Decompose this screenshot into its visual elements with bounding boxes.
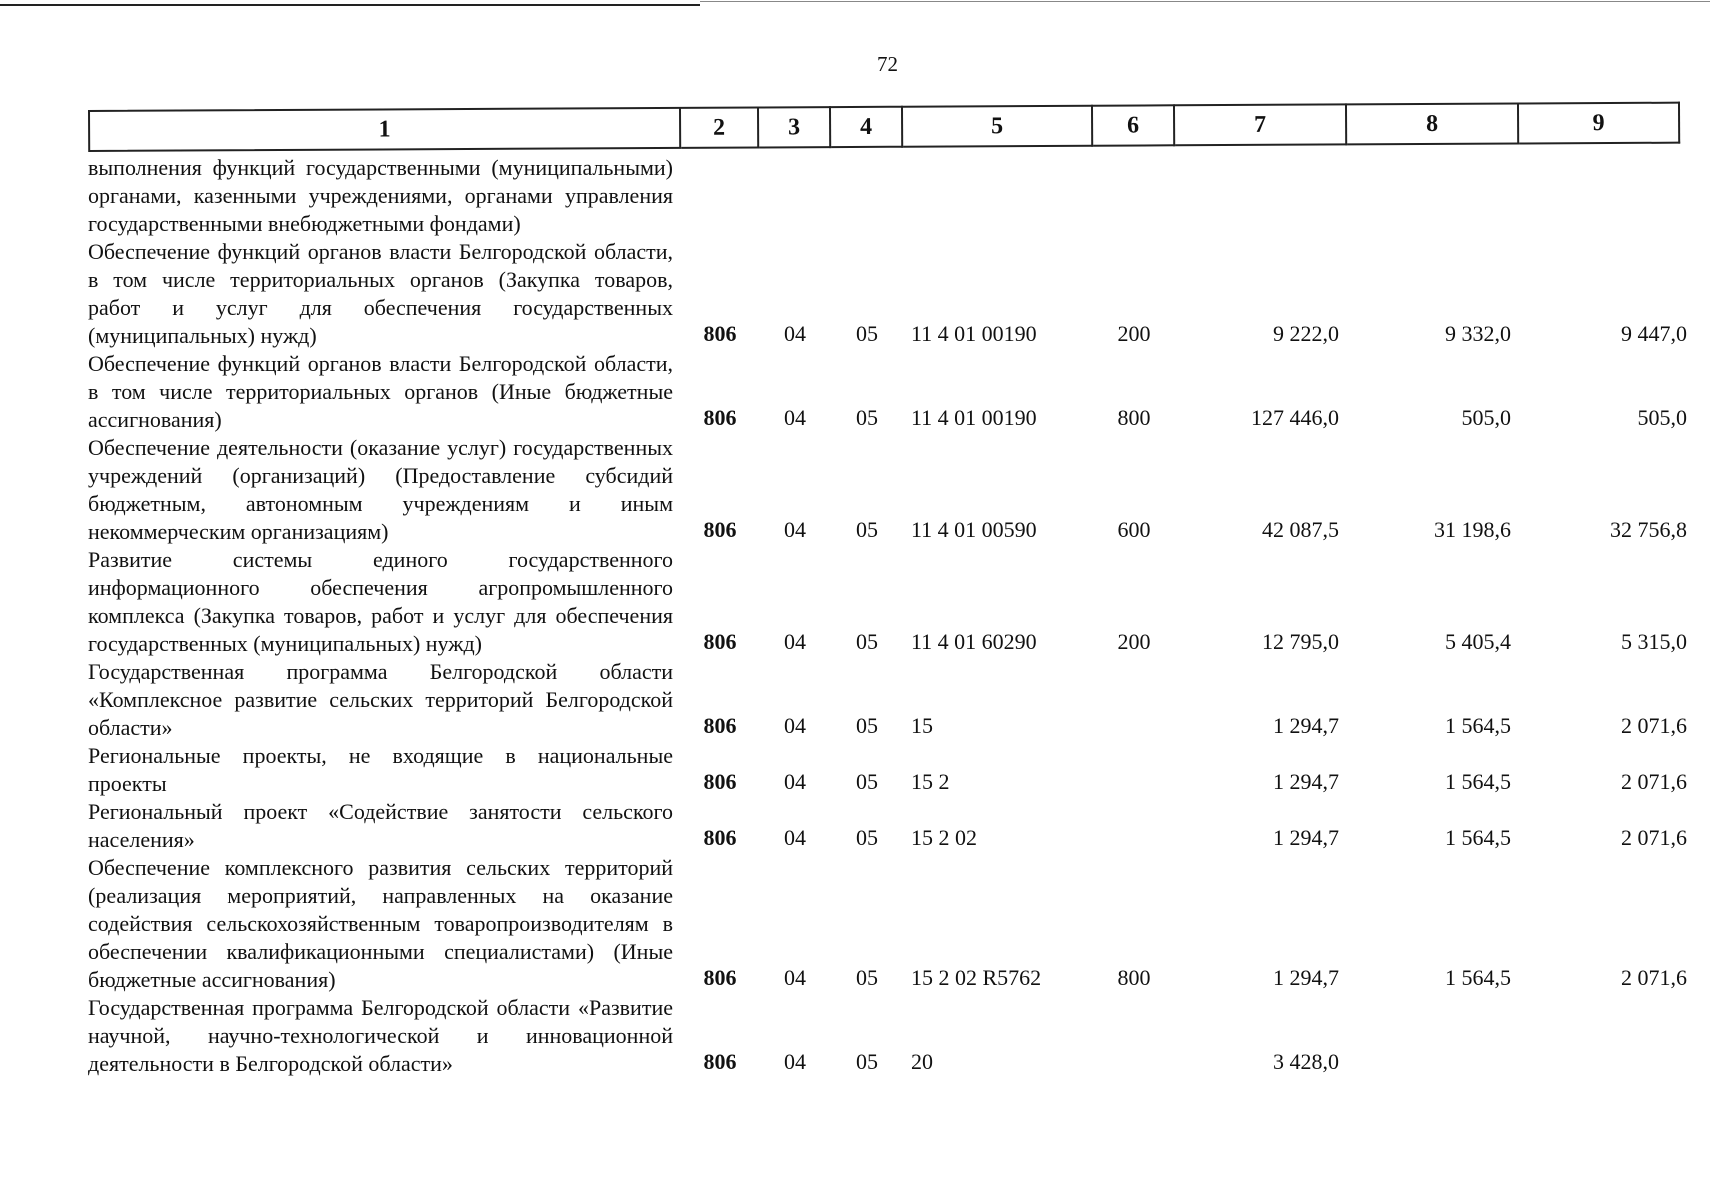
row-col-9: 505,0 xyxy=(1637,405,1687,430)
table-row xyxy=(88,798,1700,854)
row-col-7: 3 428,0 xyxy=(1273,1049,1339,1074)
row-col-9 xyxy=(1519,1076,1691,1078)
header-col-2: 2 xyxy=(681,106,759,148)
row-description: Обеспечение функций органов власти Белгородской области, в том числе территориальных органов (Иные бюджетные ассигнования) xyxy=(88,351,673,432)
row-col-2 xyxy=(681,236,759,238)
row-col-8: 5 405,4 xyxy=(1445,629,1511,654)
row-col-4: 05 xyxy=(856,1049,878,1074)
row-col-4: 05 xyxy=(856,321,878,346)
row-col-3: 04 xyxy=(784,629,806,654)
row-col-3: 04 xyxy=(784,965,806,990)
row-col-5: 15 2 02 xyxy=(911,825,977,850)
row-col-5: 15 2 02 R5762 xyxy=(911,965,1042,990)
row-col-4: 05 xyxy=(856,405,878,430)
row-col-5: 11 4 01 60290 xyxy=(911,629,1037,654)
row-col-6: 200 xyxy=(1117,321,1151,346)
top-rule xyxy=(0,4,700,6)
row-col-5: 20 xyxy=(911,1049,933,1074)
table-row xyxy=(88,546,1700,658)
row-col-5: 11 4 01 00190 xyxy=(911,405,1037,430)
row-col-5 xyxy=(903,236,1093,238)
header-col-3: 3 xyxy=(759,106,831,148)
row-col-7: 12 795,0 xyxy=(1262,629,1339,654)
row-col-9 xyxy=(1519,236,1691,238)
header-col-5: 5 xyxy=(903,105,1093,148)
table-header xyxy=(88,102,1700,152)
row-col-7 xyxy=(1175,236,1347,238)
row-col-3: 04 xyxy=(784,321,806,346)
page-number: 72 xyxy=(877,52,898,76)
table-row xyxy=(88,658,1700,742)
row-col-4: 05 xyxy=(856,713,878,738)
row-col-8 xyxy=(1347,236,1519,238)
row-col-4: 05 xyxy=(856,517,878,542)
row-description: выполнения функций государственными (муниципальными) органами, казенными учреждениями, органами управления государственными внебюджетными фондами) xyxy=(88,155,673,236)
row-col-5: 15 xyxy=(911,713,933,738)
row-col-7: 1 294,7 xyxy=(1273,965,1339,990)
row-col-2: 806 xyxy=(703,517,737,542)
header-col-7: 7 xyxy=(1175,103,1347,146)
row-col-8: 1 564,5 xyxy=(1445,769,1511,794)
row-col-6 xyxy=(1093,236,1175,238)
row-col-8: 31 198,6 xyxy=(1434,517,1511,542)
row-col-7: 1 294,7 xyxy=(1273,769,1339,794)
row-col-8: 1 564,5 xyxy=(1445,825,1511,850)
row-col-7: 127 446,0 xyxy=(1251,405,1339,430)
row-col-3 xyxy=(759,236,831,238)
header-col-9: 9 xyxy=(1519,102,1680,145)
row-col-8 xyxy=(1347,1076,1519,1078)
row-description: Государственная программа Белгородской области «Развитие научной, научно-технологической и инновационной деятельности в Белгородской области» xyxy=(88,995,673,1076)
row-col-3: 04 xyxy=(784,405,806,430)
row-description: Государственная программа Белгородской области «Комплексное развитие сельских территорий Белгородской области» xyxy=(88,659,673,740)
row-col-9: 32 756,8 xyxy=(1610,517,1687,542)
row-col-2: 806 xyxy=(703,769,737,794)
header-col-1: 1 xyxy=(88,107,681,152)
row-col-7: 1 294,7 xyxy=(1273,713,1339,738)
row-col-5: 11 4 01 00190 xyxy=(911,321,1037,346)
top-rule-thin xyxy=(700,1,1710,2)
table-row xyxy=(88,350,1700,434)
header-col-6: 6 xyxy=(1093,104,1175,146)
row-col-4: 05 xyxy=(856,629,878,654)
row-col-3: 04 xyxy=(784,1049,806,1074)
row-col-3: 04 xyxy=(784,713,806,738)
row-col-8: 9 332,0 xyxy=(1445,321,1511,346)
row-description: Развитие системы единого государственного информационного обеспечения агропромышленного комплекса (Закупка товаров, работ и услуг для обеспечения государственных (муниципальных) нужд) xyxy=(88,547,673,656)
row-col-8: 1 564,5 xyxy=(1445,713,1511,738)
row-col-9: 2 071,6 xyxy=(1621,769,1687,794)
row-col-9: 9 447,0 xyxy=(1621,321,1687,346)
row-col-2: 806 xyxy=(703,965,737,990)
row-description: Региональный проект «Содействие занятости сельского населения» xyxy=(88,799,673,852)
row-col-2: 806 xyxy=(703,713,737,738)
row-col-6 xyxy=(1093,796,1175,798)
row-col-2: 806 xyxy=(703,629,737,654)
table-row xyxy=(88,742,1700,798)
row-col-5: 15 2 xyxy=(911,769,950,794)
row-col-9: 2 071,6 xyxy=(1621,965,1687,990)
table-row xyxy=(88,238,1700,350)
row-col-8: 505,0 xyxy=(1461,405,1511,430)
table-row xyxy=(88,434,1700,546)
row-col-3: 04 xyxy=(784,825,806,850)
row-col-6: 200 xyxy=(1117,629,1151,654)
row-col-6: 800 xyxy=(1117,965,1151,990)
row-col-2: 806 xyxy=(703,825,737,850)
row-col-3: 04 xyxy=(784,517,806,542)
row-col-4: 05 xyxy=(856,769,878,794)
row-col-4: 05 xyxy=(856,825,878,850)
row-description: Обеспечение комплексного развития сельских территорий (реализация мероприятий, направленных на оказание содействия сельскохозяйственным товаропроизводителям в обеспечении квалификационными специалистами) (Иные бюджетные ассигнования) xyxy=(88,855,673,992)
header-col-8: 8 xyxy=(1347,103,1519,146)
row-col-2: 806 xyxy=(703,405,737,430)
row-col-9: 2 071,6 xyxy=(1621,713,1687,738)
row-col-7: 42 087,5 xyxy=(1262,517,1339,542)
row-col-7: 1 294,7 xyxy=(1273,825,1339,850)
row-col-7: 9 222,0 xyxy=(1273,321,1339,346)
row-col-4: 05 xyxy=(856,965,878,990)
table-row xyxy=(88,154,1700,238)
row-col-4 xyxy=(831,236,903,238)
row-col-8: 1 564,5 xyxy=(1445,965,1511,990)
row-col-6 xyxy=(1093,740,1175,742)
row-col-9: 5 315,0 xyxy=(1621,629,1687,654)
row-col-2: 806 xyxy=(703,1049,737,1074)
header-col-4: 4 xyxy=(831,106,903,148)
row-col-6: 600 xyxy=(1117,517,1151,542)
row-description: Региональные проекты, не входящие в национальные проекты xyxy=(88,743,673,796)
table-body xyxy=(88,154,1700,1078)
row-description: Обеспечение функций органов власти Белгородской области, в том числе территориальных органов (Закупка товаров, работ и услуг для обеспечения государственных (муниципальных) нужд) xyxy=(88,239,673,348)
row-col-6: 800 xyxy=(1117,405,1151,430)
row-col-6 xyxy=(1093,1076,1175,1078)
row-col-9: 2 071,6 xyxy=(1621,825,1687,850)
row-col-5: 11 4 01 00590 xyxy=(911,517,1037,542)
row-col-6 xyxy=(1093,852,1175,854)
row-col-3: 04 xyxy=(784,769,806,794)
row-description: Обеспечение деятельности (оказание услуг) государственных учреждений (организаций) (Предоставление субсидий бюджетным, автономным учреждениям и иным некоммерческим организациям) xyxy=(88,435,673,544)
table-row xyxy=(88,854,1700,994)
table-row xyxy=(88,994,1700,1078)
row-col-2: 806 xyxy=(703,321,737,346)
